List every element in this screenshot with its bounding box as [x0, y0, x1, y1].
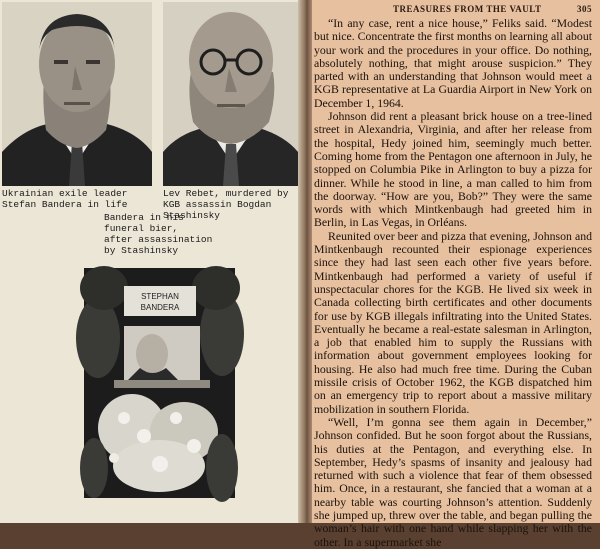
page-number: 305	[577, 4, 592, 14]
right-page	[312, 0, 600, 549]
photo-bandera-funeral-bier	[84, 268, 235, 498]
paragraph: Reunited over beer and pizza that evening, Johnson and Mintkenbaugh recounted their espionage experiences since they had last seen each other five years before. Mintkenbaugh had performed a variety of useful if unspectacular chores for the KGB. He lived six week in Canada collecting birth certificates and other documents for use by KGB illegals infiltrating into the United States. Eventually he became a real-estate salesman in Arlington, a job that enabled him to supply the Russians with information about government employees looking for housing. He also had much free time. During the Cuban missile crisis of October 1962, the KGB dispatched him on an emergency trip to report about a massive military mobilization in southern Florida.	[314, 228, 592, 416]
photo-rebet-portrait	[163, 2, 298, 186]
bier-sign-line-2: BANDERA	[140, 303, 180, 312]
paragraph: “In any case, rent a nice house,” Feliks said. “Modest but nice. Concentrate the first months on learning all about your work and the procedures in your office. Do nothing, absolutely nothing, that might arouse suspicion.” They parted with an understanding that Johnson would meet a KGB representative at La Guardia Airport in New York on December 1, 1964.	[314, 16, 592, 110]
bier-sign-line-1: STEPHAN	[141, 292, 179, 301]
left-page	[0, 0, 302, 523]
running-head-title: TREASURES FROM THE VAULT	[393, 4, 542, 14]
body-text	[314, 17, 592, 549]
caption-bandera-in-life: Ukrainian exile leader Stefan Bandera in life	[2, 188, 128, 210]
caption-bandera-bier: Bandera in his funeral bier, after assassination by Stashinsky	[104, 212, 213, 256]
photo-bandera-portrait	[2, 2, 152, 186]
paragraph: Johnson did rent a pleasant brick house on a tree-lined street in Alexandria, Virginia, and after her release from the hospital, Hedy joined him, seemingly much better. Coming home from the Pentagon one afternoon in July, he stopped on Columbia Pike in Arlington to buy a pizza for dinner. While he stood in line, a man called to him from the doorway. “How are you, Bob?” They were the same words with which Mintkenbaugh had greeted him in Berlin, in Las Vegas, in Orléans.	[314, 109, 592, 230]
caption-rebet: Lev Rebet, murdered by KGB assassin Bogdan Stashinsky	[163, 188, 289, 221]
paragraph: “Well, I’m gonna see them again in December,” Johnson confided. But he soon forgot about the Russians, his duties at the Pentagon, and everything else. In September, Hedy’s spasms of insanity and jealousy had returned with such a violence that fear of them obsessed him. Once, in a restaurant, she fancied that a woman at a nearby table was courting Johnson’s attention. Suddenly she jumped up, threw over the table, and began pulling the woman’s hair with one hand while slapping her with the other. In a supermarket she	[314, 414, 592, 549]
